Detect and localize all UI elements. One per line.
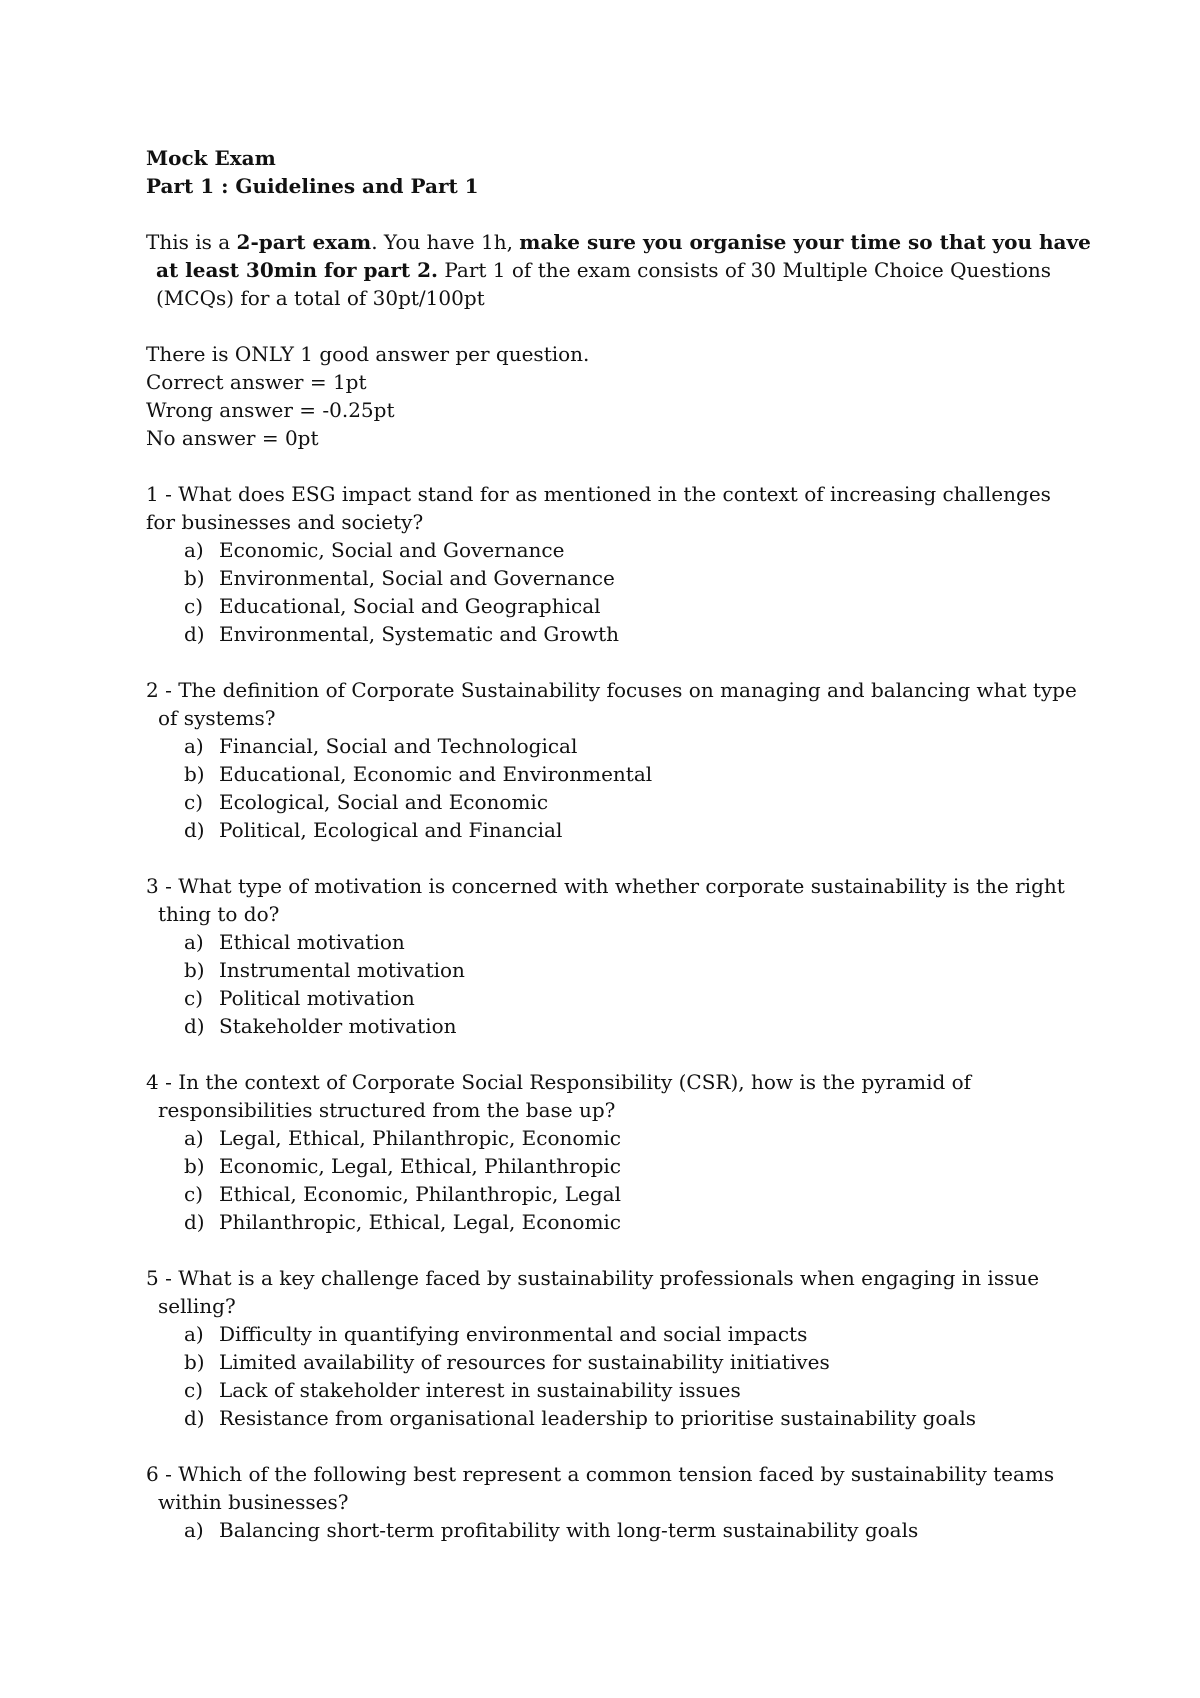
answer-option bbox=[146, 1376, 1080, 1404]
question-text-line: 3 - What type of motivation is concerned with whether corporate sustainability is the right bbox=[146, 874, 1065, 898]
question-text bbox=[146, 872, 1080, 928]
question-text-line: 5 - What is a key challenge faced by sustainability professionals when engaging in issue bbox=[146, 1266, 1040, 1290]
answer-options bbox=[146, 1320, 1080, 1432]
answer-option bbox=[146, 1516, 1080, 1544]
option-text: Environmental, Social and Governance bbox=[219, 566, 615, 590]
option-letter: d) bbox=[184, 1406, 205, 1430]
option-letter: a) bbox=[184, 930, 204, 954]
question-5 bbox=[146, 1264, 1080, 1432]
question-text bbox=[146, 480, 1080, 536]
answer-option bbox=[146, 1180, 1080, 1208]
exam-instructions bbox=[146, 228, 1091, 312]
instructions-line-1 bbox=[146, 228, 1091, 256]
question-text-line: thing to do? bbox=[158, 902, 280, 926]
answer-option bbox=[146, 1320, 1080, 1348]
question-text-line: 6 - Which of the following best represent a common tension faced by sustainability teams bbox=[146, 1462, 1055, 1486]
answer-option bbox=[146, 1124, 1080, 1152]
question-2 bbox=[146, 676, 1080, 844]
question-text-line: 1 - What does ESG impact stand for as mentioned in the context of increasing challenges bbox=[146, 482, 1051, 506]
option-text: Balancing short-term profitability with long-term sustainability goals bbox=[219, 1518, 919, 1542]
answer-option bbox=[146, 788, 1080, 816]
answer-option bbox=[146, 1404, 1080, 1432]
instructions-emphasis: 2-part exam bbox=[236, 230, 372, 254]
question-text-line: 2 - The definition of Corporate Sustainability focuses on managing and balancing what type bbox=[146, 678, 1077, 702]
doc-subtitle: Part 1 : Guidelines and Part 1 bbox=[146, 174, 479, 198]
option-text: Instrumental motivation bbox=[219, 958, 465, 982]
question-text-line: within businesses? bbox=[158, 1490, 349, 1514]
instructions-text: . You have 1h, bbox=[371, 230, 520, 254]
option-letter: b) bbox=[184, 1350, 205, 1374]
option-letter: b) bbox=[184, 1154, 205, 1178]
option-text: Legal, Ethical, Philanthropic, Economic bbox=[219, 1126, 622, 1150]
answer-option bbox=[146, 732, 1080, 760]
question-3 bbox=[146, 872, 1080, 1040]
option-letter: d) bbox=[184, 622, 205, 646]
option-letter: c) bbox=[184, 1182, 204, 1206]
answer-options bbox=[146, 1124, 1080, 1236]
option-letter: b) bbox=[184, 762, 205, 786]
option-letter: c) bbox=[184, 594, 204, 618]
question-6 bbox=[146, 1460, 1080, 1544]
option-text: Educational, Economic and Environmental bbox=[219, 762, 653, 786]
instructions-emphasis: at least 30min for part 2. bbox=[156, 258, 439, 282]
option-text: Political, Ecological and Financial bbox=[219, 818, 563, 842]
doc-title: Mock Exam bbox=[146, 146, 276, 170]
option-text: Limited availability of resources for sustainability initiatives bbox=[219, 1350, 830, 1374]
scoring-rules bbox=[146, 340, 1080, 452]
rule-line: There is ONLY 1 good answer per question. bbox=[146, 342, 590, 366]
instructions-text: Part 1 of the exam consists of 30 Multiple Choice Questions bbox=[438, 258, 1052, 282]
option-text: Ecological, Social and Economic bbox=[219, 790, 549, 814]
question-list bbox=[146, 480, 1080, 1544]
answer-option bbox=[146, 1012, 1080, 1040]
option-text: Stakeholder motivation bbox=[219, 1014, 457, 1038]
option-letter: b) bbox=[184, 566, 205, 590]
option-text: Ethical motivation bbox=[219, 930, 405, 954]
option-letter: a) bbox=[184, 734, 204, 758]
option-text: Philanthropic, Ethical, Legal, Economic bbox=[219, 1210, 622, 1234]
answer-option bbox=[146, 592, 1080, 620]
answer-option bbox=[146, 928, 1080, 956]
answer-option bbox=[146, 984, 1080, 1012]
instructions-line-3: (MCQs) for a total of 30pt/100pt bbox=[156, 286, 485, 310]
answer-option bbox=[146, 816, 1080, 844]
option-text: Political motivation bbox=[219, 986, 415, 1010]
rule-line: No answer = 0pt bbox=[146, 426, 319, 450]
option-letter: a) bbox=[184, 538, 204, 562]
question-text-line: for businesses and society? bbox=[146, 510, 424, 534]
option-text: Economic, Legal, Ethical, Philanthropic bbox=[219, 1154, 622, 1178]
option-letter: a) bbox=[184, 1518, 204, 1542]
question-text-line: of systems? bbox=[158, 706, 276, 730]
option-letter: a) bbox=[184, 1322, 204, 1346]
option-letter: d) bbox=[184, 1014, 205, 1038]
answer-options bbox=[146, 536, 1080, 648]
answer-options bbox=[146, 1516, 1080, 1544]
option-letter: c) bbox=[184, 790, 204, 814]
option-text: Resistance from organisational leadership to prioritise sustainability goals bbox=[219, 1406, 977, 1430]
option-text: Difficulty in quantifying environmental and social impacts bbox=[219, 1322, 808, 1346]
option-letter: b) bbox=[184, 958, 205, 982]
option-text: Lack of stakeholder interest in sustainability issues bbox=[219, 1378, 741, 1402]
answer-option bbox=[146, 1208, 1080, 1236]
option-text: Financial, Social and Technological bbox=[219, 734, 578, 758]
rule-line: Correct answer = 1pt bbox=[146, 370, 367, 394]
instructions-text: This is a bbox=[146, 230, 237, 254]
question-text-line: 4 - In the context of Corporate Social Responsibility (CSR), how is the pyramid of bbox=[146, 1070, 972, 1094]
question-4 bbox=[146, 1068, 1080, 1236]
question-text-line: selling? bbox=[158, 1294, 236, 1318]
answer-option bbox=[146, 536, 1080, 564]
question-text-line: responsibilities structured from the base up? bbox=[158, 1098, 616, 1122]
option-letter: c) bbox=[184, 986, 204, 1010]
answer-options bbox=[146, 732, 1080, 844]
question-1 bbox=[146, 480, 1080, 648]
instructions-emphasis: make sure you organise your time so that you have bbox=[519, 230, 1091, 254]
answer-option bbox=[146, 1348, 1080, 1376]
answer-option bbox=[146, 956, 1080, 984]
option-letter: d) bbox=[184, 1210, 205, 1234]
option-text: Economic, Social and Governance bbox=[219, 538, 565, 562]
question-text bbox=[146, 676, 1080, 732]
question-text bbox=[146, 1068, 1080, 1124]
instructions-line-2 bbox=[146, 256, 1080, 284]
option-text: Ethical, Economic, Philanthropic, Legal bbox=[219, 1182, 622, 1206]
answer-option bbox=[146, 620, 1080, 648]
rule-line: Wrong answer = -0.25pt bbox=[146, 398, 395, 422]
option-letter: a) bbox=[184, 1126, 204, 1150]
answer-options bbox=[146, 928, 1080, 1040]
question-text bbox=[146, 1460, 1080, 1516]
answer-option bbox=[146, 564, 1080, 592]
option-text: Educational, Social and Geographical bbox=[219, 594, 601, 618]
answer-option bbox=[146, 760, 1080, 788]
option-text: Environmental, Systematic and Growth bbox=[219, 622, 620, 646]
option-letter: d) bbox=[184, 818, 205, 842]
question-text bbox=[146, 1264, 1080, 1320]
answer-option bbox=[146, 1152, 1080, 1180]
option-letter: c) bbox=[184, 1378, 204, 1402]
